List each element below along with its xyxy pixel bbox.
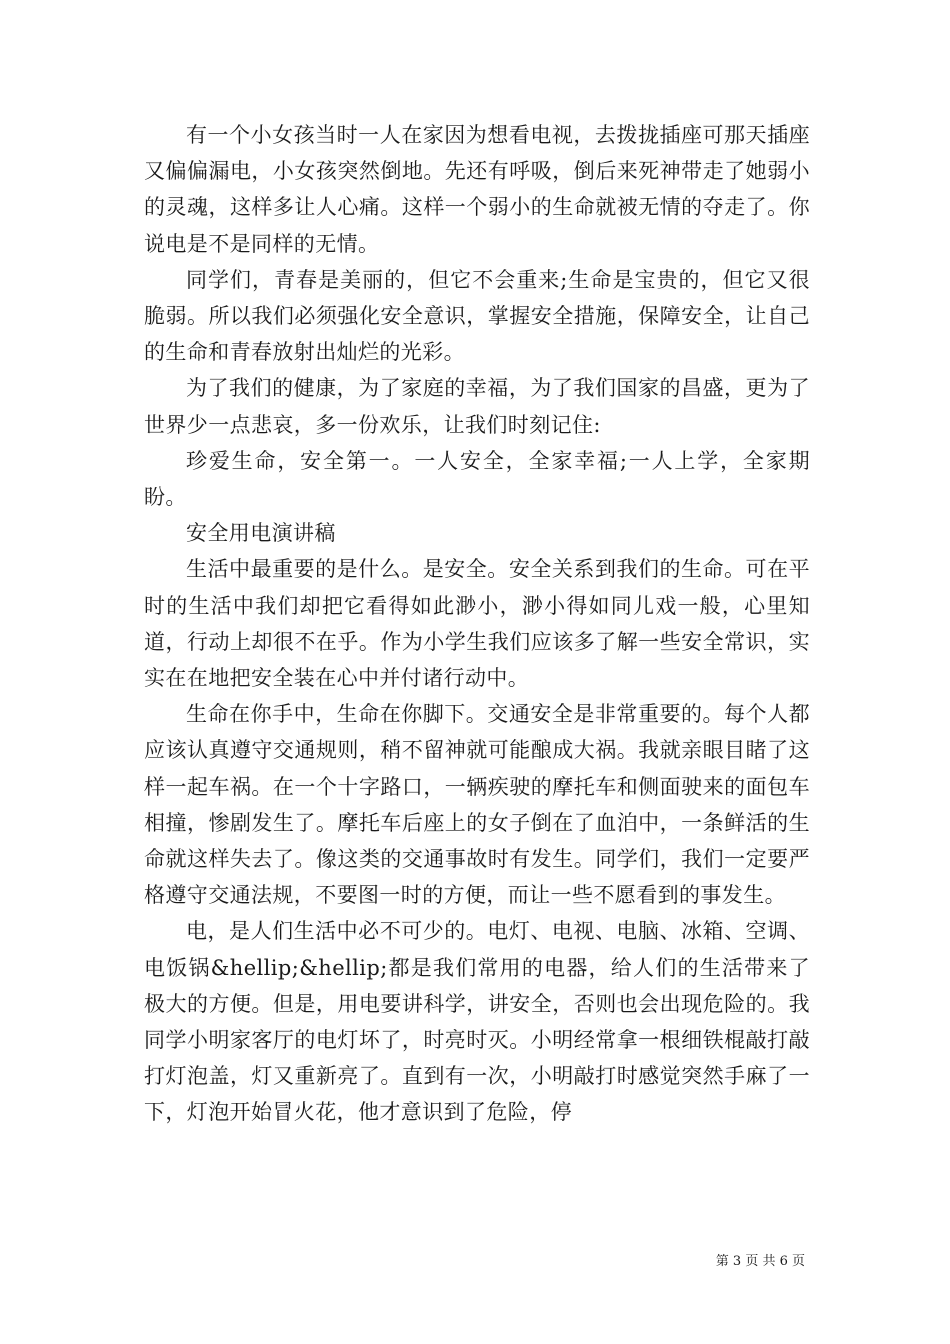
paragraph-1: 有一个小女孩当时一人在家因为想看电视，去拨拢插座可那天插座又偏偏漏电，小女孩突然倒地。先还有呼吸，倒后来死神带走了她弱小的灵魂，这样多让人心痛。这样一个弱小的生命就被无情的夺走了。你说电是不是同样的无情。 — [144, 123, 810, 256]
paragraph-4: 珍爱生命，安全第一。一人安全，全家幸福;一人上学，全家期盼。 — [144, 448, 810, 510]
paragraph-2: 同学们，青春是美丽的，但它不会重来;生命是宝贵的，但它又很脆弱。所以我们必须强化安全意识，掌握安全措施，保障安全，让自己的生命和青春放射出灿烂的光彩。 — [144, 267, 810, 365]
paragraph-3: 为了我们的健康，为了家庭的幸福，为了我们国家的昌盛，更为了世界少一点悲哀，多一份欢乐，让我们时刻记住: — [144, 376, 810, 437]
paragraph-5: 生活中最重要的是什么。是安全。安全关系到我们的生命。可在平时的生活中我们却把它看得如此渺小，渺小得如同儿戏一般，心里知道，行动上却很不在乎。作为小学生我们应该多了解一些安全常识，实实在在地把安全装在心中并付诸行动中。 — [144, 557, 810, 691]
document-body — [144, 117, 810, 1131]
page-footer — [716, 1254, 805, 1270]
paragraph-6: 生命在你手中，生命在你脚下。交通安全是非常重要的。每个人都应该认真遵守交通规则，稍不留神就可能酿成大祸。我就亲眼目睹了这样一起车祸。在一个十字路口，一辆疾驶的摩托车和侧面驶来的面包车相撞，惨剧发生了。摩托车后座上的女子倒在了血泊中，一条鲜活的生命就这样失去了。像这类的交通事故时有发生。同学们，我们一定要严格遵守交通法规，不要图一时的方便，而让一些不愿看到的事发生。 — [144, 702, 810, 908]
paragraph-7: 电，是人们生活中必不可少的。电灯、电视、电脑、冰箱、空调、电饭锅&hellip;&hellip;都是我们常用的电器，给人们的生活带来了极大的方便。但是，用电要讲科学，讲安全，否则也会出现危险的。我同学小明家客厅的电灯坏了，时亮时灭。小明经常拿一根细铁棍敲打敲打灯泡盖，灯又重新亮了。直到有一次，小明敲打时感觉突然手麻了一下，灯泡开始冒火花，他才意识到了危险，停 — [144, 919, 810, 1125]
section-heading: 安全用电演讲稿 — [186, 521, 336, 546]
page-number-label: 第 3 页 共 6 页 — [715, 1254, 805, 1269]
